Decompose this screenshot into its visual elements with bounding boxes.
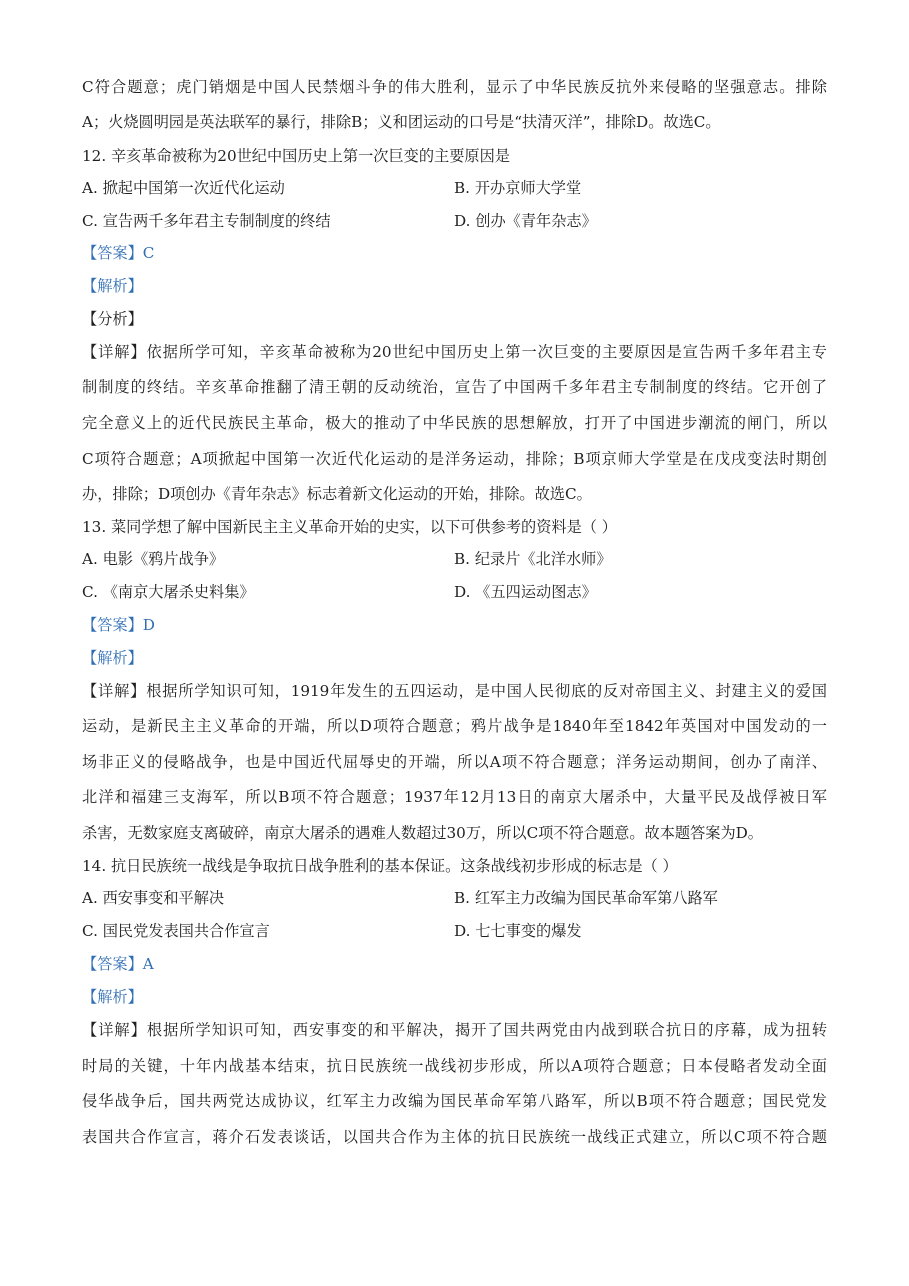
option-d: D. 《五四运动图志》 bbox=[454, 583, 597, 601]
option-b: B. 纪录片《北洋水师》 bbox=[454, 550, 612, 568]
option-a: A. 西安事变和平解决 bbox=[82, 889, 225, 907]
option-c: C. 宣告两千多年君主专制制度的终结 bbox=[82, 212, 331, 230]
detail-line: 场非正义的侵略战争，也是中国近代屈辱史的开端，所以A项不符合题意；洋务运动期间，创办了南洋、 bbox=[82, 753, 827, 771]
question-13-stem: 13. 菜同学想了解中国新民主主义革命开始的史实，以下可供参考的资料是（ ） bbox=[82, 518, 617, 536]
detail-line: 表国共合作宣言，蒋介石发表谈话，以国共合作为主体的抗日民族统一战线正式建立，所以C项不符合题 bbox=[82, 1128, 827, 1146]
answer-label: 【答案】D bbox=[82, 616, 155, 634]
option-b: B. 红军主力改编为国民革命军第八路军 bbox=[454, 889, 718, 907]
detail-line: 【详解】根据所学知识可知，西安事变的和平解决，揭开了国共两党由内战到联合抗日的序幕，成为扭转 bbox=[82, 1021, 827, 1039]
option-a: A. 电影《鸦片战争》 bbox=[82, 550, 225, 568]
question-12-options-row-1 bbox=[82, 178, 827, 198]
detail-line: 运动，是新民主主义革命的开端，所以D项符合题意；鸦片战争是1840年至1842年英国对中国发动的一 bbox=[82, 717, 827, 735]
question-12-stem: 12. 辛亥革命被称为20世纪中国历史上第一次巨变的主要原因是 bbox=[82, 147, 510, 165]
option-b: B. 开办京师大学堂 bbox=[454, 179, 582, 197]
detail-line: 【详解】依据所学可知，辛亥革命被称为20世纪中国历史上第一次巨变的主要原因是宣告两千多年君主专 bbox=[82, 343, 827, 361]
answer-label: 【答案】A bbox=[82, 955, 154, 973]
question-13-options-row-1 bbox=[82, 549, 827, 569]
option-c: C. 国民党发表国共合作宣言 bbox=[82, 922, 270, 940]
detail-line: 时局的关键，十年内战基本结束，抗日民族统一战线初步形成，所以A项符合题意；日本侵略者发动全面 bbox=[82, 1057, 827, 1075]
detail-line: 【详解】根据所学知识可知，1919年发生的五四运动，是中国人民彻底的反对帝国主义、封建主义的爱国 bbox=[82, 682, 827, 700]
answer-label: 【答案】C bbox=[82, 244, 155, 262]
detail-line: 北洋和福建三支海军，所以B项不符合题意；1937年12月13日的南京大屠杀中，大量平民及战俘被日军 bbox=[82, 788, 827, 806]
detail-line: 杀害，无数家庭支离破碎，南京大屠杀的遇难人数超过30万，所以C项不符合题意。故本题答案为D。 bbox=[82, 824, 763, 842]
analysis-label: 【解析】 bbox=[82, 649, 143, 667]
option-d: D. 创办《青年杂志》 bbox=[454, 212, 597, 230]
option-a: A. 掀起中国第一次近代化运动 bbox=[82, 179, 285, 197]
detail-line: 办，排除；D项创办《青年杂志》标志着新文化运动的开始，排除。故选C。 bbox=[82, 485, 592, 503]
question-13-options-row-2 bbox=[82, 582, 827, 602]
option-c: C. 《南京大屠杀史料集》 bbox=[82, 583, 255, 601]
fenxi-label: 【分析】 bbox=[82, 310, 143, 328]
detail-line: 侵华战争后，国共两党达成协议，红军主力改编为国民革命军第八路军，所以B项不符合题意；国民党发 bbox=[82, 1092, 827, 1110]
question-12-options-row-2 bbox=[82, 211, 827, 231]
paragraph-line: C符合题意；虎门销烟是中国人民禁烟斗争的伟大胜利，显示了中华民族反抗外来侵略的坚强意志。排除 bbox=[82, 78, 827, 96]
question-14-stem: 14. 抗日民族统一战线是争取抗日战争胜利的基本保证。这条战线初步形成的标志是（ ） bbox=[82, 857, 678, 875]
analysis-label: 【解析】 bbox=[82, 277, 143, 295]
detail-line: 完全意义上的近代民族民主革命，极大的推动了中华民族的思想解放，打开了中国进步潮流的闸门，所以 bbox=[82, 414, 827, 432]
question-14-options-row-1 bbox=[82, 888, 827, 908]
detail-line: C项符合题意；A项掀起中国第一次近代化运动的是洋务运动，排除；B项京师大学堂是在戊戌变法时期创 bbox=[82, 450, 827, 468]
question-14-options-row-2 bbox=[82, 921, 827, 941]
analysis-label: 【解析】 bbox=[82, 988, 143, 1006]
detail-line: 制制度的终结。辛亥革命推翻了清王朝的反动统治，宣告了中国两千多年君主专制制度的终结。它开创了 bbox=[82, 378, 827, 396]
paragraph-line: A；火烧圆明园是英法联军的暴行，排除B；义和团运动的口号是“扶清灭洋”，排除D。故选C。 bbox=[82, 113, 721, 131]
option-d: D. 七七事变的爆发 bbox=[454, 922, 582, 940]
